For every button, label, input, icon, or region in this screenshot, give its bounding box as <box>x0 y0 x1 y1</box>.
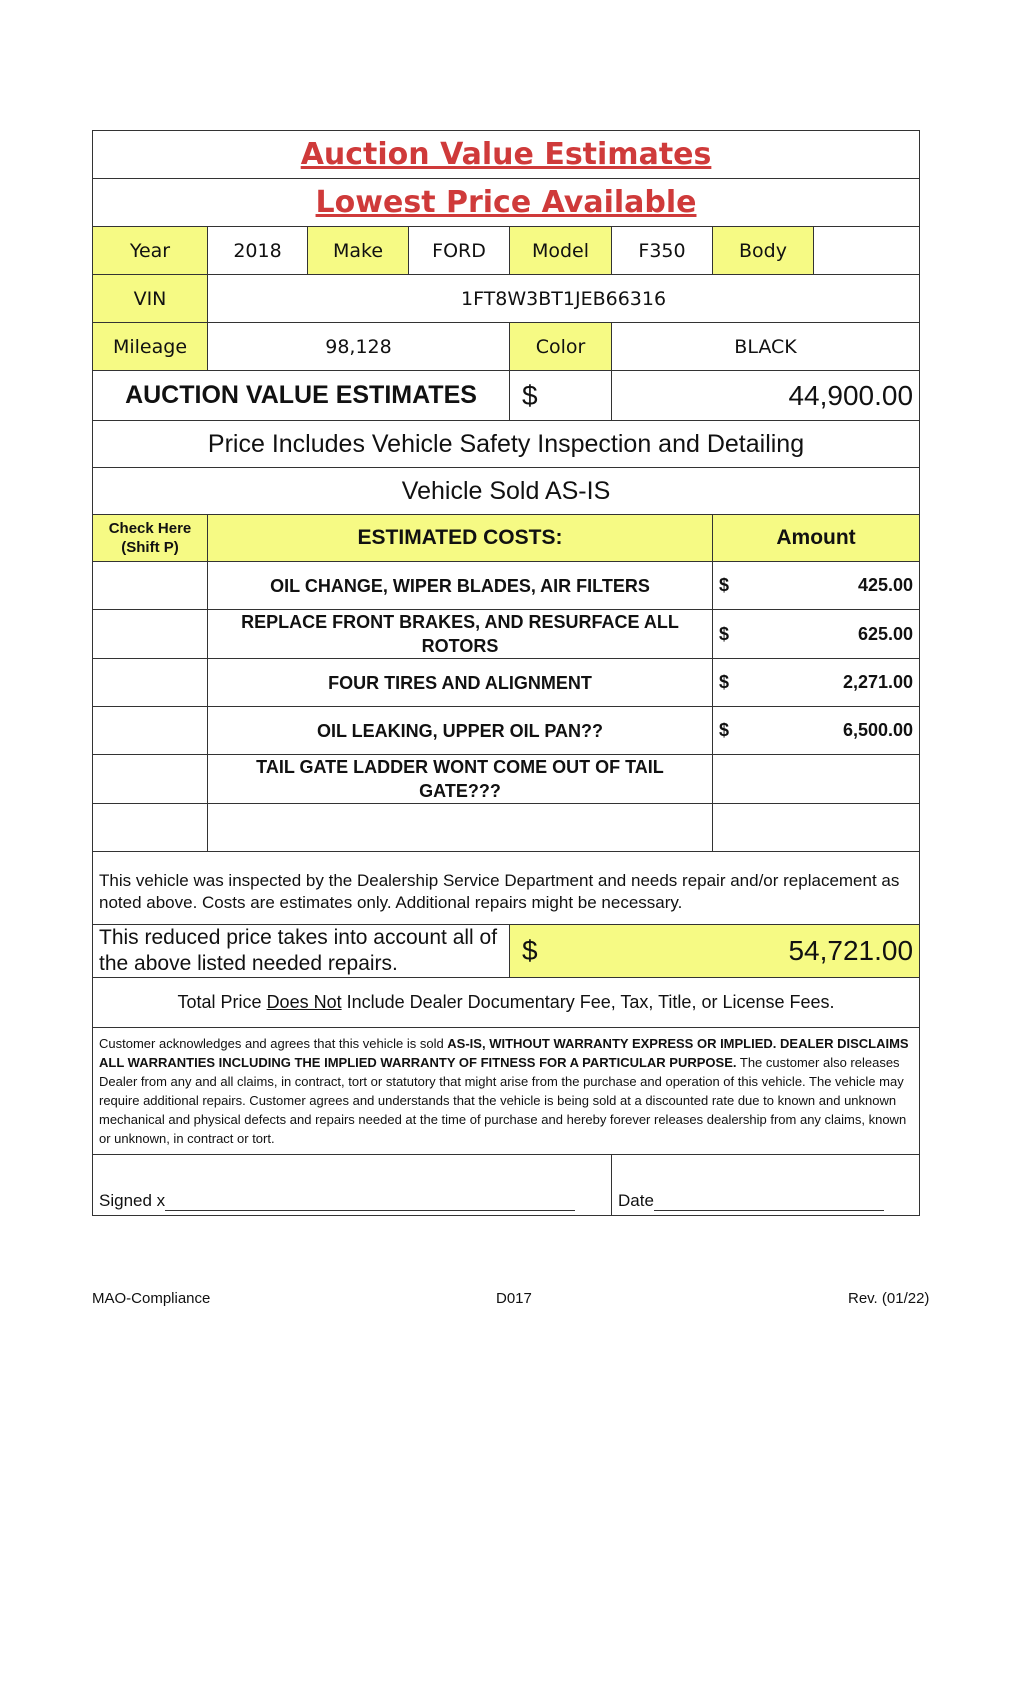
date-line <box>654 1194 884 1211</box>
cost-amount: 2,271.00 <box>814 659 920 707</box>
cost-amount <box>814 804 920 852</box>
footer-right: Rev. (01/22) <box>848 1290 930 1307</box>
cost-currency <box>713 804 814 852</box>
costs-header: ESTIMATED COSTS: <box>208 515 713 562</box>
form-title: Auction Value Estimates <box>93 131 920 179</box>
cost-amount: 425.00 <box>814 562 920 610</box>
form-table <box>92 130 920 1216</box>
fees-prefix: Total Price <box>177 992 267 1012</box>
model-label: Model <box>510 227 612 275</box>
estimate-currency: $ <box>510 371 612 421</box>
cost-row <box>93 610 920 659</box>
amount-header: Amount <box>713 515 920 562</box>
make-label: Make <box>308 227 409 275</box>
make-value: FORD <box>409 227 510 275</box>
cost-currency <box>713 755 814 804</box>
signed-label: Signed x <box>99 1191 166 1210</box>
as-is-note: Vehicle Sold AS-IS <box>93 468 920 515</box>
color-value: BLACK <box>612 323 920 371</box>
cost-desc: OIL LEAKING, UPPER OIL PAN?? <box>208 707 713 755</box>
check-box[interactable] <box>93 755 208 804</box>
date-field[interactable] <box>612 1155 920 1216</box>
cost-row <box>93 804 920 852</box>
cost-desc: TAIL GATE LADDER WONT COME OUT OF TAIL GATE??? <box>208 755 713 804</box>
legal-part-2: The customer also releases Dealer from any and all claims, in contract, tort or statutory that might arise from the purchase and operation of this vehicle. The vehicle may require additional repairs. Customer agrees and understands that the vehicle is being sold at a discounted rate due to known and unknown mechanical and physical defects and repairs needed at the time of purchase and hereby forever releases dealership from any claims, known or unknown, in contract or tort. <box>99 1055 907 1146</box>
mileage-label: Mileage <box>93 323 208 371</box>
cost-row <box>93 659 920 707</box>
vin-label: VIN <box>93 275 208 323</box>
cost-desc: OIL CHANGE, WIPER BLADES, AIR FILTERS <box>208 562 713 610</box>
legal-part-1: Customer acknowledges and agrees that this vehicle is sold <box>99 1036 448 1051</box>
cost-row <box>93 755 920 804</box>
vin-value: 1FT8W3BT1JEB66316 <box>208 275 920 323</box>
signature-field[interactable] <box>93 1155 612 1216</box>
cost-currency: $ <box>713 562 814 610</box>
includes-note: Price Includes Vehicle Safety Inspection and Detailing <box>93 421 920 468</box>
cost-row <box>93 562 920 610</box>
reduced-value: 54,721.00 <box>612 925 920 978</box>
check-box[interactable] <box>93 804 208 852</box>
fees-underlined: Does Not <box>266 992 342 1012</box>
auction-form <box>92 130 919 1216</box>
date-label: Date <box>618 1191 654 1210</box>
reduced-text: This reduced price takes into account all of the above listed needed repairs. <box>93 925 510 978</box>
form-subtitle: Lowest Price Available <box>93 179 920 227</box>
estimate-value: 44,900.00 <box>612 371 920 421</box>
check-box[interactable] <box>93 707 208 755</box>
cost-desc: FOUR TIRES AND ALIGNMENT <box>208 659 713 707</box>
cost-currency: $ <box>713 659 814 707</box>
check-box[interactable] <box>93 659 208 707</box>
inspection-note: This vehicle was inspected by the Dealership Service Department and needs repair and/or replacement as noted above. Costs are estimates only. Additional repairs might be necessary. <box>93 852 920 925</box>
estimate-label: AUCTION VALUE ESTIMATES <box>93 371 510 421</box>
color-label: Color <box>510 323 612 371</box>
cost-desc <box>208 804 713 852</box>
legal-bold: AS-IS, WITHOUT WARRANTY EXPRESS OR IMPLIED. DEALER DISCLAIMS ALL WARRANTIES INCLUDING THE IMPLIED WARRANTY OF FITNESS FOR A PARTICULAR PURPOSE. <box>99 1036 909 1070</box>
fees-note <box>93 978 920 1028</box>
check-box[interactable] <box>93 610 208 659</box>
cost-row <box>93 707 920 755</box>
model-value: F350 <box>612 227 713 275</box>
signature-line <box>165 1194 575 1211</box>
cost-currency: $ <box>713 610 814 659</box>
cost-amount <box>814 755 920 804</box>
year-value: 2018 <box>208 227 308 275</box>
cost-amount: 625.00 <box>814 610 920 659</box>
legal-disclaimer <box>93 1028 920 1155</box>
fees-suffix: Include Dealer Documentary Fee, Tax, Title, or License Fees. <box>341 992 835 1012</box>
cost-amount: 6,500.00 <box>814 707 920 755</box>
year-label: Year <box>93 227 208 275</box>
footer-center: D017 <box>496 1290 532 1307</box>
check-box[interactable] <box>93 562 208 610</box>
mileage-value: 98,128 <box>208 323 510 371</box>
check-header: Check Here (Shift P) <box>93 515 208 562</box>
body-label: Body <box>713 227 814 275</box>
body-value <box>814 227 920 275</box>
cost-desc: REPLACE FRONT BRAKES, AND RESURFACE ALL ROTORS <box>208 610 713 659</box>
cost-currency: $ <box>713 707 814 755</box>
footer-left: MAO-Compliance <box>92 1290 211 1307</box>
reduced-currency: $ <box>510 925 612 978</box>
